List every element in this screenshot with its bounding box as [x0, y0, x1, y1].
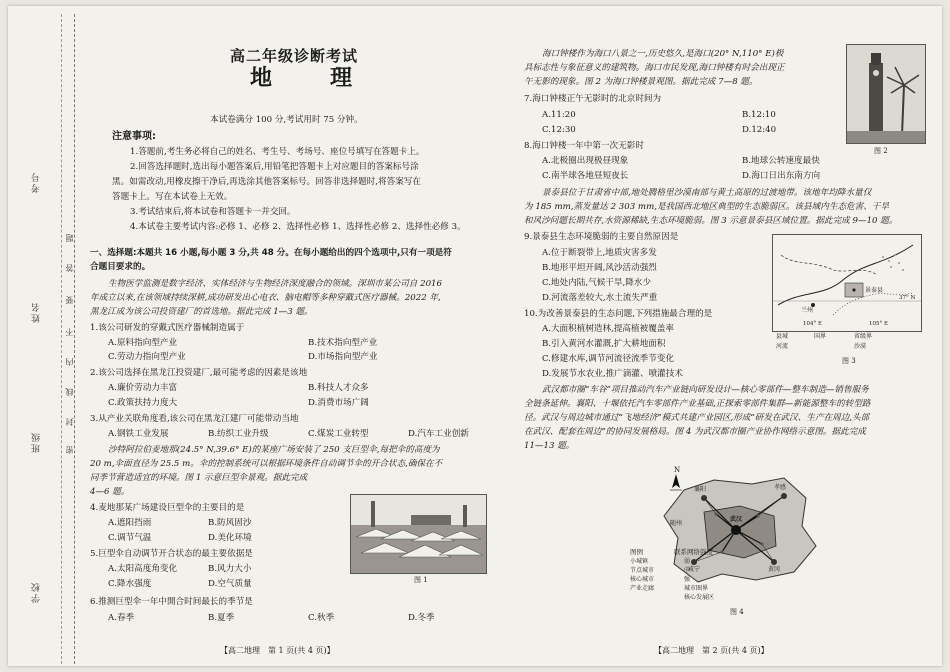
passage-line: 为 185 mm,蒸发量达 2 303 mm,是我国西北地区典型的生态脆弱区。该县域内生态危害、干旱: [524, 202, 889, 212]
seal-char: 密: [65, 446, 74, 454]
section-heading: 一、选择题:本题共 16 小题,每小题 3 分,共 48 分。在每小题给出的四个选项中,只有一项是符: [90, 248, 452, 258]
map-label-lat: 37° N: [899, 295, 916, 301]
option[interactable]: D.12:40: [742, 125, 777, 135]
option[interactable]: A.太阳高度角变化: [108, 564, 178, 574]
city-label: 孝感: [774, 484, 787, 491]
note-line: 答题卡上。写在本试卷上无效。: [112, 192, 233, 202]
figure-2-caption: 图 2: [874, 147, 888, 155]
question-stem: 5.巨型伞自动调节开合状态的最主要依据是: [90, 549, 253, 559]
exam-title: 高二年级诊断考试: [230, 47, 359, 65]
option[interactable]: D.海口日出东南方向: [742, 171, 821, 181]
score-line: 本试卷满分 100 分,考试用时 75 分钟。: [210, 115, 363, 125]
map-label-jingtai: 景泰县: [865, 287, 884, 294]
subject-title: 地 理: [250, 66, 371, 91]
passage-line: 具标志性与象征意义的建筑物。海口市民发现,海口钟楼有时会出现正: [524, 63, 785, 73]
passage-line: 径。武汉与周边城市通过“飞地经济”模式共建产业园区,形成“研发在武汉、生产在周边,头部: [524, 413, 870, 423]
option[interactable]: B.防风固沙: [208, 518, 252, 528]
figure-4-caption: 图 4: [730, 608, 744, 616]
note-line: 4.本试卷主要考试内容:必修 1、必修 2、选择性必修 1、选择性必修 2、选择性必修 3。: [130, 222, 466, 232]
passage-line: 午无影的现象。图 2 为海口钟楼景观图。据此完成 7—8 题。: [524, 77, 758, 87]
option[interactable]: C.劳动力指向型产业: [108, 352, 186, 362]
note-line: 2.回答选择题时,选出每小题答案后,用铅笔把答题卡上对应题目的答案标号涂: [130, 162, 419, 172]
passage-line: 在武汉、配套在周边”的协同发展格局。图 4 为武汉都市圈产业协作网络示意图。据此完成: [524, 427, 866, 437]
option[interactable]: D.消费市场广阔: [308, 398, 369, 408]
option[interactable]: D.河流落差较大,水土流失严重: [542, 293, 658, 303]
seal-char: 要: [65, 296, 74, 304]
question-stem: 9.景泰县生态环境脆弱的主要自然原因是: [524, 232, 679, 242]
city-label: 随州: [670, 520, 683, 527]
label-name: 姓名: [32, 301, 42, 323]
notes-heading: 注意事项:: [112, 131, 156, 142]
option[interactable]: A.原料指向型产业: [108, 338, 178, 348]
passage-line: 年成立以来,在该领域持续深耕,成功研发出心电衣、脑电帽等多种穿戴式医疗器械。2022 年,: [90, 293, 441, 303]
option[interactable]: C.调节气温: [108, 533, 152, 543]
label-school: 学校: [32, 581, 42, 603]
legend-item: 河流: [776, 343, 789, 350]
option[interactable]: C.12:30: [542, 125, 576, 135]
figure-3-map: [772, 234, 922, 332]
question-stem: 1.该公司研发的穿戴式医疗器械制造属于: [90, 323, 245, 333]
figure-3-caption: 图 3: [842, 357, 856, 365]
option[interactable]: C.降水强度: [108, 579, 152, 589]
option[interactable]: A.北极圈出现极昼现象: [542, 156, 629, 166]
city-label: 襄阳: [694, 486, 707, 493]
north-arrow-icon: [670, 474, 682, 496]
option[interactable]: C.煤炭工业转型: [308, 429, 369, 439]
option[interactable]: C.修建水库,调节河流径流季节变化: [542, 354, 675, 364]
option[interactable]: B.夏季: [208, 613, 235, 623]
option[interactable]: C.地处内陆,气候干旱,降水少: [542, 278, 651, 288]
legend-item: 核心城市: [630, 576, 655, 583]
option[interactable]: D.汽车工业创新: [408, 429, 469, 439]
option[interactable]: C.秋季: [308, 613, 335, 623]
label-class: 班级: [32, 431, 42, 453]
option[interactable]: A.位于断裂带上,地质灾害多发: [542, 248, 657, 258]
question-stem: 2.该公司选择在黑龙江投资建厂,最可能考虑的因素是该地: [90, 368, 308, 378]
legend-item: 产业走廊: [630, 585, 655, 592]
passage-line: 海口钟楼作为海口八景之一,历史悠久,是海口(20° N,110° E)极: [542, 49, 784, 59]
option[interactable]: D.冬季: [408, 613, 435, 623]
note-line: 3.考试结束后,将本试卷和答题卡一并交回。: [130, 207, 296, 217]
question-stem: 3.从产业关联角度看,该公司在黑龙江建厂可能带动当地: [90, 414, 299, 424]
option[interactable]: D.美化环境: [208, 533, 252, 543]
option[interactable]: A.11:20: [542, 110, 576, 120]
seal-char: 封: [65, 418, 74, 426]
option[interactable]: B.风力大小: [208, 564, 252, 574]
passage-line: 黑龙江成为该公司投资建厂的首选地。据此完成 1—3 题。: [90, 307, 313, 317]
page-footer-right: 【高二地理 第 2 页(共 4 页)】: [654, 646, 769, 655]
option[interactable]: D.发展节水农业,推广滴灌、喷灌技术: [542, 369, 683, 379]
option[interactable]: C.政策扶持力度大: [108, 398, 178, 408]
legend-item: 弱: [684, 558, 691, 565]
question-stem: 8.海口钟楼一年中第一次无影时: [524, 141, 644, 151]
legend-item: 县城: [776, 333, 789, 340]
option[interactable]: A.钢铁工业发展: [108, 429, 169, 439]
option[interactable]: B.12:10: [742, 110, 776, 120]
passage-line: 11—13 题。: [524, 441, 575, 451]
figure-1-caption: 图 1: [414, 576, 428, 584]
binding-line: [74, 14, 75, 664]
map-label-lon1: 104° E: [803, 321, 823, 327]
passage-line: 武汉都市圈“车谷”项目推动汽车产业链向研发设计—核心零部件—整车制造—销售服务: [542, 385, 869, 395]
option[interactable]: B.地球公转速度最快: [742, 156, 820, 166]
legend-item: 城市圈界: [684, 585, 709, 592]
question-stem: 10.为改善景泰县的生态问题,下列措施最合理的是: [524, 309, 713, 319]
city-label: 咸宁: [688, 566, 701, 573]
city-label-wuhan: 武汉: [730, 516, 743, 523]
option[interactable]: A.春季: [108, 613, 135, 623]
figure-4-network: [634, 468, 834, 602]
label-exam-number: 考号: [32, 171, 42, 193]
legend-item: 沙漠: [854, 343, 867, 350]
option[interactable]: A.廉价劳动力丰富: [108, 383, 178, 393]
map-label-lanzhou: 兰州: [801, 307, 814, 314]
note-line: 1.答题前,考生务必将自己的姓名、考生号、考场号、座位号填写在答题卡上。: [130, 147, 425, 157]
legend-item: 国界: [814, 333, 827, 340]
option[interactable]: B.地形平坦开阔,风沙活动强烈: [542, 263, 657, 273]
question-stem: 4.麦地那某广场建设巨型伞的主要目的是: [90, 503, 245, 513]
seal-char: 线: [65, 388, 74, 396]
option[interactable]: C.南半球各地昼短夜长: [542, 171, 629, 181]
passage-line: 沙特阿拉伯麦地那(24.5° N,39.6° E)的某座广场安装了 250 支巨型伞,每把伞的高度为: [108, 445, 440, 455]
seal-char: 不: [65, 328, 74, 336]
passage-line: 和风沙问题长期共存,水资源稀缺,生态环境脆弱。图 3 示意景泰县区域位置。据此完成 9—10 题。: [524, 216, 898, 226]
option[interactable]: D.空气质量: [208, 579, 252, 589]
seal-char: 答: [65, 264, 74, 272]
legend-item: 核心发展区: [684, 594, 715, 601]
figure-2-clock-tower: [846, 44, 926, 144]
legend-item: 省级界: [854, 333, 873, 340]
option[interactable]: A.大面积植树造林,提高植被覆盖率: [542, 324, 674, 334]
option[interactable]: B.引入黄河水灌溉,扩大耕地面积: [542, 339, 666, 349]
legend-item: 节点城市: [630, 567, 655, 574]
passage-line: 全链条延伸。襄阳、十堰依托汽车零部件产业基础,正探索零部件集群—新能源整车的转型路: [524, 399, 871, 409]
legend-title: 图例: [630, 548, 643, 556]
legend-item: 小城镇: [630, 558, 649, 565]
note-line: 黑。如需改动,用橡皮擦干净后,再选涂其他答案标号。回答非选择题时,将答案写在: [112, 177, 421, 187]
seal-char: 内: [65, 358, 74, 366]
option[interactable]: B.科技人才众多: [308, 383, 369, 393]
passage-line: 同季节营造适宜的环境。图 1 示意巨型伞景观。据此完成: [90, 473, 308, 483]
passage-line: 4—6 题。: [90, 487, 130, 497]
legend-item: 强: [684, 576, 691, 583]
legend-title-2: 联系网络强度: [674, 548, 713, 556]
option[interactable]: A.遮阳挡雨: [108, 518, 152, 528]
section-heading-cont: 合题目要求的。: [90, 262, 151, 272]
option[interactable]: D.市场指向型产业: [308, 352, 378, 362]
option[interactable]: B.纺织工业升级: [208, 429, 269, 439]
exam-paper: [8, 6, 942, 666]
binding-line-outer: [61, 14, 62, 664]
question-stem: 7.海口钟楼正午无影时的北京时间为: [524, 94, 662, 104]
passage-line: 20 m,伞面直径为 25.5 m。伞的控制系统可以根据环境条件自动调节伞的开合状态,确保在不: [90, 459, 443, 469]
option[interactable]: B.技术指向型产业: [308, 338, 378, 348]
passage-line: 景泰县位于甘肃省中部,地处腾格里沙漠南部与黄土高原的过渡地带。该地年均降水量仅: [542, 188, 872, 198]
city-label: 黄冈: [768, 566, 781, 573]
legend-item: 中: [684, 567, 691, 574]
north-arrow-label: N: [674, 466, 681, 474]
passage-line: 生物医学监测是数字经济、实体经济与生物经济深度融合的领域。深圳市某公司自 2016: [108, 279, 442, 289]
question-stem: 6.推测巨型伞一年中開合时间最长的季节是: [90, 597, 253, 607]
figure-1-umbrellas: [350, 494, 487, 574]
seal-char: 题: [65, 234, 74, 242]
map-label-lon2: 105° E: [869, 321, 889, 327]
page-footer-left: 【高二地理 第 1 页(共 4 页)】: [220, 646, 335, 655]
